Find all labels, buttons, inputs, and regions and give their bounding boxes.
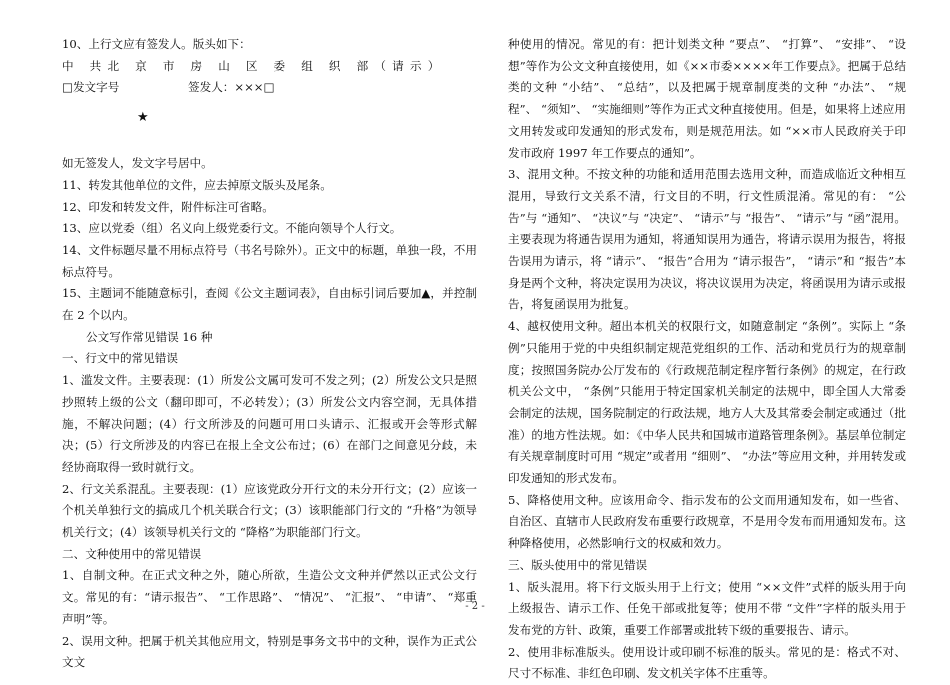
signer-label: 签发人：×××□ bbox=[188, 80, 275, 95]
item-2-2-cont: 种使用的情况。常见的有：把计划类文种 “要点”、 “打算”、 “安排”、 “设想”等作为公文文种直接使用，如《××市委××××年工作要点》。把属于总结类的文种 “小结”、 “总结”，以及把属于规章制度类的文种 “办法”、 “规程”、 “须知”、 “实施细则”等作为正式文种直接使用。但是，如果将上述应用文用转发或印发通知的形式发布，则是规范用法。如 “××市人民政府关于印发市政府 1997 年工作要点的通知”。 bbox=[508, 37, 906, 160]
item-3-2: 2、使用非标准版头。使用设计或印刷不标准的版头。常见的是：格式不对、尺寸不标准、非红色印刷、发文机关字体不庄重等。 bbox=[508, 644, 906, 681]
right-column bbox=[508, 34, 906, 685]
rule-14: 14、文件标题尽量不用标点符号（书名号除外）。正文中的标题，单独一段，不用标点符号。 bbox=[62, 242, 477, 279]
rule-12: 12、印发和转发文件，附件标注可省略。 bbox=[62, 199, 274, 214]
no-signer-note: 如无签发人，发文字号居中。 bbox=[62, 156, 213, 171]
section-title: 公文写作常见错误 16 种 bbox=[86, 329, 213, 344]
item-3-1: 1、版头混用。将下行文版头用于上行文；使用 “××文件”式样的版头用于向上级报告、请示工作、任免干部或批复等；使用不带 “文件”字样的版头用于发布党的方针、政策，重要工作部署或批转下级的重要报告、请示。 bbox=[508, 579, 906, 637]
item-1-2: 2、行文关系混乱。主要表现：(1）应该党政分开行文的未分开行文；(2）应该一个机关单独行文的搞成几个机关联合行文；(3）该职能部门行文的 “升格”为领导机关行文；(4）该领导机关行文的 “降格”为职能部门行文。 bbox=[62, 481, 477, 540]
rule-15: 15、主题词不能随意标引，查阅《公文主题词表》，自由标引词后要加▲，并控制在 2 个以内。 bbox=[62, 286, 477, 323]
sample-header-row bbox=[62, 77, 477, 99]
rule-11: 11、转发其他单位的文件，应去掉原文版头及尾条。 bbox=[62, 177, 332, 192]
rule-10: 10、上行文应有签发人。版头如下： bbox=[62, 37, 251, 51]
heading-1: 一、行文中的常见错误 bbox=[62, 351, 178, 366]
left-column bbox=[62, 34, 477, 674]
sample-header-title: 中 共北 京 市 房 山 区 委 组 织 部（请示） bbox=[62, 58, 446, 73]
item-2-2: 2、误用文种。把属于机关其他应用文，特别是事务文书中的文种，误作为正式公文文 bbox=[62, 633, 477, 670]
item-1-1: 1、滥发文件。主要表现：(1）所发公文属可发可不发之列；(2）所发公文只是照抄照转上级的公文（翻印即可，不必转发）；(3）所发公文内容空洞，无具体措施，不解决问题；(4）行文所涉及的问题可用口头请示、汇报或开会等形式解决；(5）行文所涉及的内容已在报上全文公布过；(6）在部门之间意见分歧，未经协商取得一致时就行文。 bbox=[62, 373, 477, 474]
item-2-4: 4、越权使用文种。超出本机关的权限行文，如随意制定 “条例”。实际上 “条例”只能用于党的中央组织制定规范党组织的工作、活动和党员行为的规章制度；按照国务院办公厅发布的《行政规范制定程序暂行条例》的规定，在行政机关公文中， “条例”只能用于特定国家机关制定的法规中，即全国人大常委会制定的法规，国务院制定的行政法规，地方人大及其常委会制定或通过（批准）的地方性法规。如：《中华人民共和国城市道路管理条例》。基层单位制定有关规章制度时可用 “规定”或者用 “细则”、 “办法”等应用文种，并用转发或印发通知的形式发布。 bbox=[508, 319, 906, 486]
doc-number-label: □发文字号 bbox=[62, 80, 120, 95]
item-2-1: 1、自制文种。在正式文种之外，随心所欲，生造公文文种并俨然以正式公文行文。常见的有：“请示报告”、 “工作思路”、 “情况”、 “汇报”、 “申请”、 “郑重声明”等。 bbox=[62, 568, 477, 626]
page-number: - 2 - bbox=[465, 601, 485, 612]
star-icon: ★ bbox=[137, 110, 149, 126]
item-2-3: 3、混用文种。不按文种的功能和适用范围去选用文种，而造成临近文种相互混用，导致行文关系不清，行文目的不明，行文性质混淆。常见的有： “公告”与 “通知”、 “决议”与 “决定”、 “请示”与 “报告”、 “请示”与 “函”混用。主要表现为将通告误用为通知，将通知误用为通告，将请示误用为报告，将报告误用为请示，将 “请示”、 “报告”合用为 “请示报告”， “请示”和 “报告”本身是两个文种，将决定误用为决议，将决议误用为决定，将函误用为请示或报告，将复函误用为批复。 bbox=[508, 167, 906, 312]
item-2-5: 5、降格使用文种。应该用命令、指示发布的公文而用通知发布，如一些省、自治区、直辖市人民政府发布重要行政规章，不是用令发布而用通知发布。这种降格使用，必然影响行文的权威和效力。 bbox=[508, 492, 906, 551]
heading-3: 三、版头使用中的常见错误 bbox=[508, 557, 648, 572]
rule-13: 13、应以党委（组）名义向上级党委行文。不能向领导个人行文。 bbox=[62, 221, 402, 236]
heading-2: 二、文种使用中的常见错误 bbox=[62, 546, 202, 561]
